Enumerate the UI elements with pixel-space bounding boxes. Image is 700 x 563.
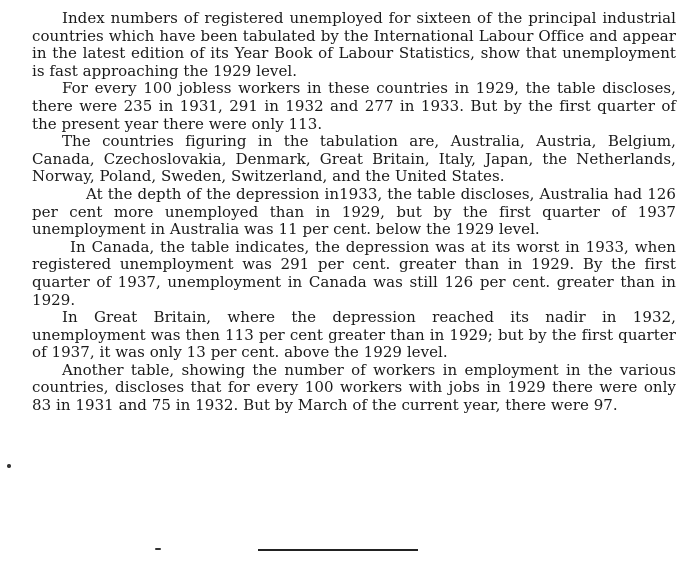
paragraph-canada: In Canada, the table indicates, the depression was at its worst in 1933, when registered unemployment was 291 per cent. greater than in 1929. By the first quarter of 1937, unemployment in Canada was still 126 per cent. greater than in 1929. [32, 237, 676, 309]
paragraph-employment-table: Another table, showing the number of workers in employment in the various countries, discloses that for every 100 workers with jobs in 1929 there were only 83 in 1931 and 75 in 1932. But by March of the current year, there were 97. [32, 360, 676, 415]
print-speck-mark [7, 464, 11, 468]
paragraph-countries-list: The countries figuring in the tabulation are, Australia, Austria, Belgium, Canada, Czechoslovakia, Denmark, Great Britain, Italy, Japan, the Netherlands, Norway, Poland, Sweden, Switzerland, and the United States. [32, 132, 676, 186]
paragraph-australia: At the depth of the depression in1933, the table discloses, Australia had 126 per cent more unemployed than in 1929, but by the first quarter of 1937 unemployment in Australia was 11 per cent. below the 1929 level. [32, 184, 676, 239]
section-divider-rule [258, 549, 418, 551]
article-body [32, 10, 676, 415]
paragraph-great-britain: In Great Britain, where the depression reached its nadir in 1932, unemployment was then 113 per cent greater than in 1929; but by the first quarter of 1937, it was only 13 per cent. above the 1929 level. [32, 308, 676, 362]
paragraph-intro: Index numbers of registered unemployed for sixteen of the principal industrial countries which have been tabulated by the International Labour Office and appear in the latest edition of its Year Book of Labour Statistics, show that unemployment is fast approaching the 1929 level. [32, 9, 676, 80]
paragraph-jobless-index: For every 100 jobless workers in these countries in 1929, the table discloses, there were 235 in 1931, 291 in 1932 and 277 in 1933. But by the first quarter of the present year there were only 113. [32, 79, 676, 133]
print-speck-mark [155, 548, 161, 550]
